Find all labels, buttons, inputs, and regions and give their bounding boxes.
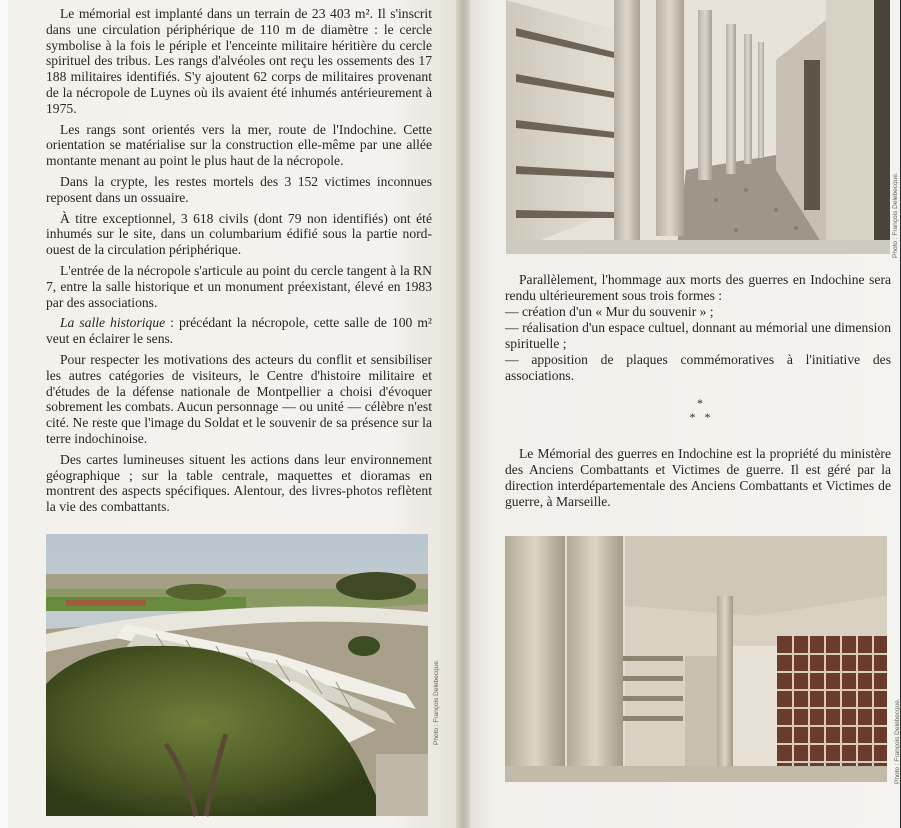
left-text-column [46, 6, 432, 520]
paragraph-ownership: Le Mémorial des guerres en Indochine est la propriété du ministère des Anciens Combattants et Victimes de guerre. Il est géré par la direction interdépartementale des Anciens Combattants et Victimes de guerre, à Marseille. [505, 446, 891, 509]
star-top: * [697, 396, 703, 410]
list-item-plaques: — apposition de plaques commémoratives à l'initiative des associations. [505, 352, 891, 383]
bottom-photo-credit: Photo : François Delebecque. [894, 698, 901, 784]
paragraph-entrance: L'entrée de la nécropole s'articule au point du cercle tangent à la RN 7, entre la salle historique et un monument préexistant, élevé en 1983 par des associations. [46, 262, 432, 310]
paragraph-orientation: Les rangs sont orientés vers la mer, route de l'Indochine. Cette orientation se matérialise sur la construction elle-même par une allée montante menant au point le plus haut de la nécropole. [46, 121, 432, 169]
section-separator-stars [680, 396, 720, 424]
paragraph-site: Le mémorial est implanté dans un terrain de 23 403 m². Il s'inscrit dans une circulation périphérique de 110 m de diamètre : le cercle symbolise à la fois le périple et l'enceinte militaire héritière du cercle spirituel des tribus. Les rangs d'alvéoles ont reçu les ossements des 17 188 militaires identifiés. S'y ajoutent 62 corps de militaires provenant de la nécropole de Luynes où ils avaient été inhumés antérieurement à 1975. [46, 6, 432, 116]
left-photo-credit: Photo : François Delebecque. [433, 659, 440, 745]
colonnade-photo [506, 0, 890, 254]
right-text-ownership [505, 446, 891, 510]
interior-columbarium-photo [505, 536, 887, 782]
paragraph-cartes: Des cartes lumineuses situent les actions dans leur environnement géographique ; sur la table centrale, maquettes et dioramas en montrent des aspects spécifiques. Alentour, des livres-photos reflètent la vie des combattants. [46, 451, 432, 515]
salle-historique-text: : précédant la nécropole, cette salle de 100 m² veut en éclairer le sens. [46, 315, 432, 347]
left-page-edge [0, 0, 8, 828]
paragraph-salle-historique [46, 315, 432, 347]
paragraph-civils: À titre exceptionnel, 3 618 civils (dont 79 non identifiés) ont été inhumés sur le site, dans un columbarium édifié sous la partie nord-ouest de la circulation périphérique. [46, 210, 432, 258]
list-item-mur: — création d'un « Mur du souvenir » ; [505, 304, 714, 319]
paragraph-crypt: Dans la crypte, les restes mortels des 3 152 victimes inconnues reposent dans un ossuaire. [46, 173, 432, 205]
top-photo-credit: Photo : François Delebecque. [892, 172, 899, 258]
star-bottom: * * [689, 410, 711, 424]
list-item-espace-cultuel: — réalisation d'un espace cultuel, donnant au mémorial une dimension spirituelle ; [505, 320, 891, 351]
salle-historique-heading: La salle historique [60, 315, 166, 331]
paragraph-hommage: Parallèlement, l'hommage aux morts des guerres en Indochine sera rendu ultérieurement sous trois formes : [505, 272, 891, 303]
right-text-hommage [505, 272, 891, 384]
necropolis-aerial-photo [46, 534, 428, 816]
paragraph-motivations: Pour respecter les motivations des acteurs du conflit et sensibiliser les autres catégories de visiteurs, le Centre d'histoire militaire et d'études de la défense nationale de Montpellier a choisi d'évoquer sobrement les combats. Aucun personnage — ou unité — célèbre n'est cité. Ne reste que l'image du Soldat et le souvenir de sa présence sur la terre indochinoise. [46, 351, 432, 446]
page-fold [456, 0, 470, 828]
